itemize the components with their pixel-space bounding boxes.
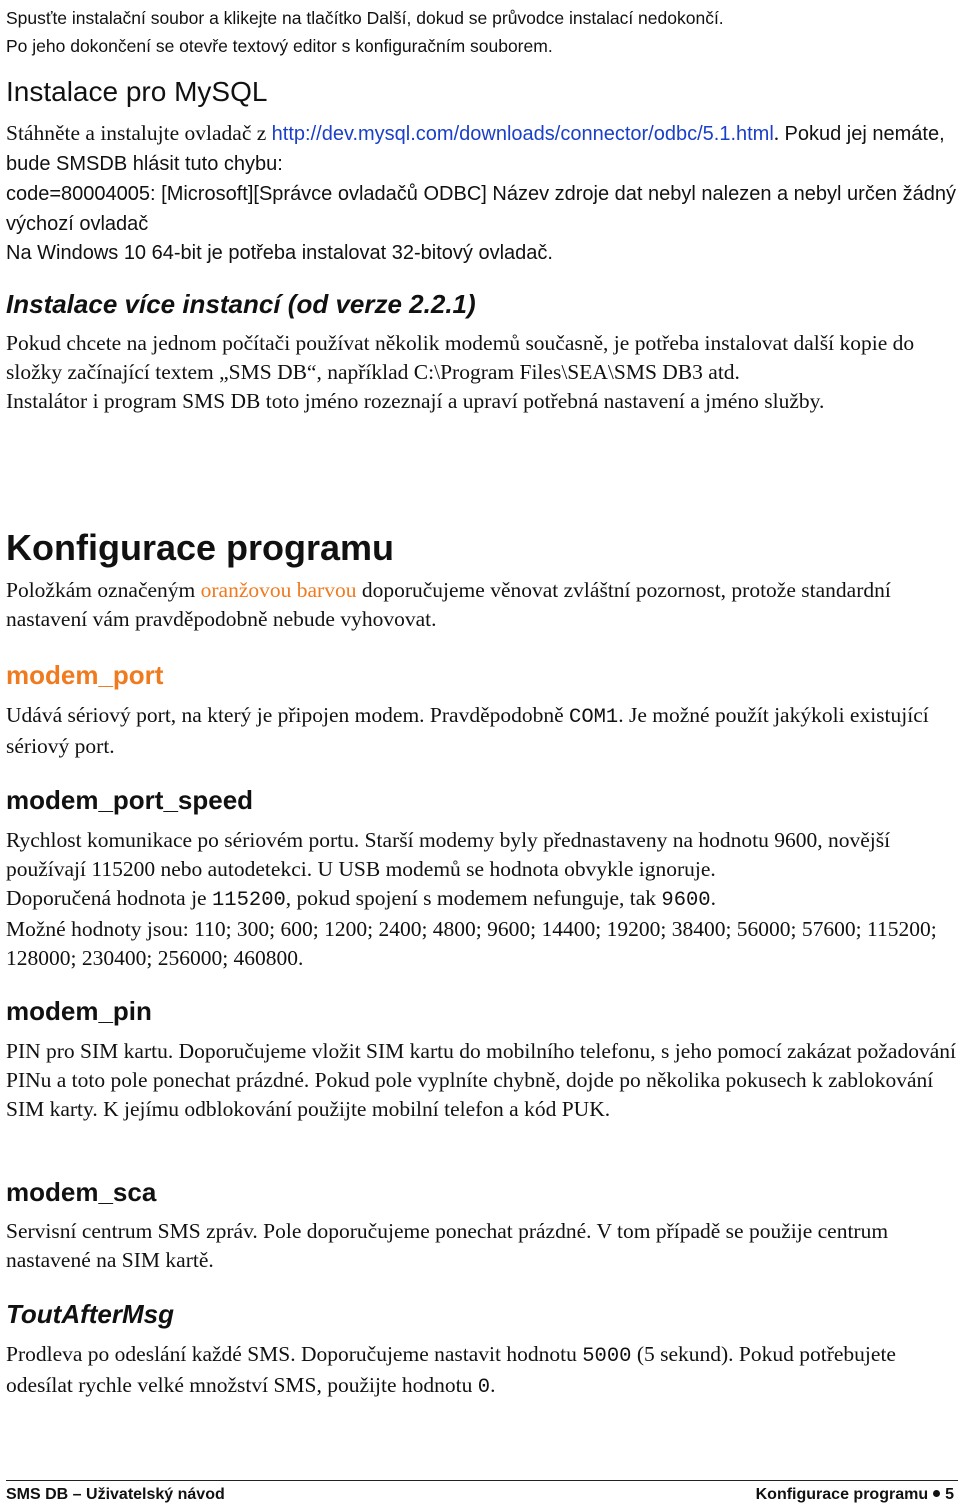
instances-heading: Instalace více instancí (od verze 2.2.1) (6, 289, 476, 319)
config-para-prefix: Položkám označeným (6, 578, 201, 602)
tout-text-1: Prodleva po odeslání každé SMS. Doporučujeme nastavit hodnotu (6, 1342, 583, 1366)
modem-pin-text: PIN pro SIM kartu. Doporučujeme vložit SIM kartu do mobilního telefonu, s jeho pomocí zakázat požadování PINu a toto pole ponechat prázdné. Pokud pole vyplníte chybně, dojde po několika pokusech k zablokování SIM karty. K jejímu odblokování použijte mobilní telefon a kód PUK. (6, 1039, 956, 1121)
speed-recommendation (6, 884, 956, 915)
error-code (6, 179, 956, 239)
tout-text-2: (5 sekund). Pokud potřebujete odesílat rychle velké množství SMS, použijte hodnotu (6, 1342, 896, 1397)
speed-line-1: Rychlost komunikace po sériovém portu. Starší modemy byly přednastaveny na hodnotu 9600, novější používají 115200 nebo autodetekci. U USB modemů se hodnota obvykle ignoruje. (6, 828, 891, 881)
tout-text-3: . (490, 1373, 496, 1397)
orange-color-note: oranžovou barvou (200, 578, 357, 602)
error-code-text: code=80004005: [Microsoft][Správce ovladačů ODBC] Název zdroje dat nebyl nalezen a nebyl určen žádný výchozí ovladač (6, 183, 956, 235)
mysql-heading: Instalace pro MySQL (6, 76, 268, 107)
link-suffix: . (773, 121, 780, 145)
footer-section (756, 1486, 954, 1504)
instances-para-1: Pokud chcete na jednom počítači používat několik modemů současně, je potřeba instalovat další kopie do složky začínající textem „SMS DB“, například C:\Program Files\SEA\SMS DB3 atd. (6, 331, 915, 384)
modem-port-speed-heading: modem_port_speed (6, 785, 254, 815)
rec-code-115200: 115200 (211, 889, 286, 912)
instances-section (6, 329, 956, 416)
modem-port-heading: modem_port (6, 660, 164, 690)
config-para-suffix: doporučujeme věnovat zvláštní pozornost, protože standardní nastavení vám pravděpodobně nebude vyhovovat. (6, 578, 891, 631)
rec-mid: , pokud spojení s modemem nefunguje, tak (285, 886, 662, 910)
footer-title: SMS DB – Uživatelský návod (6, 1486, 225, 1503)
mysql-download-line (6, 119, 956, 179)
modem-port-text-1: Udává sériový port, na který je připojen modem. Pravděpodobně (6, 703, 570, 727)
modem-port-code: COM1 (569, 706, 619, 729)
config-heading: Konfigurace programu (6, 527, 395, 568)
toutaftermsg-heading: ToutAfterMsg (6, 1299, 175, 1329)
intro-line-2: Po jeho dokončení se otevře textový editor s konfiguračním souborem. (6, 36, 553, 56)
footer-section-name: Konfigurace programu (755, 1486, 929, 1503)
intro-paragraph (6, 4, 724, 60)
tout-code-5000: 5000 (582, 1345, 632, 1368)
modem-sca-text: Servisní centrum SMS zpráv. Pole doporučujeme ponechat prázdné. V tom případě se použije centrum nastavené na SIM kartě. (6, 1219, 889, 1272)
speed-values: Možné hodnoty jsou: 110; 300; 600; 1200; 2400; 4800; 9600; 14400; 19200; 38400; 56000; 57600; 115200; 128000; 230400; 256000; 460800. (6, 917, 937, 970)
instances-para-2: Instalátor i program SMS DB toto jméno rozeznají a upraví potřebná nastavení a jméno služby. (6, 389, 825, 413)
rec-prefix: Doporučená hodnota je (6, 886, 212, 910)
intro-line-1: Spusťte instalační soubor a klikejte na tlačítko Další, dokud se průvodce instalací nedokončí. (6, 8, 724, 28)
rec-suffix: . (710, 886, 716, 910)
mysql-section (6, 119, 956, 268)
config-intro (6, 576, 956, 634)
toutaftermsg-text (6, 1340, 956, 1402)
windows-note: Na Windows 10 64-bit je potřeba instalovat 32-bitový ovladač. (6, 242, 553, 264)
download-prefix: Stáhněte a instalujte ovladač z (6, 121, 272, 145)
modem-port-speed-text (6, 826, 956, 973)
error-intro: Pokud jej nemáte, bude SMSDB hlásit tuto chybu: (6, 123, 945, 175)
modem-port-text (6, 701, 956, 761)
rec-code-9600: 9600 (661, 889, 711, 912)
modem-sca-heading: modem_sca (6, 1177, 157, 1207)
modem-pin-heading: modem_pin (6, 996, 152, 1026)
footer-page-number: 5 (945, 1486, 954, 1503)
tout-code-0: 0 (477, 1376, 491, 1399)
mysql-connector-link[interactable]: http://dev.mysql.com/downloads/connector/odbc/5.1.html (271, 123, 774, 145)
bullet-icon (933, 1490, 940, 1497)
footer-divider (6, 1480, 958, 1481)
modem-port-text-2: . Je možné použít jakýkoli existující sériový port. (6, 703, 929, 758)
